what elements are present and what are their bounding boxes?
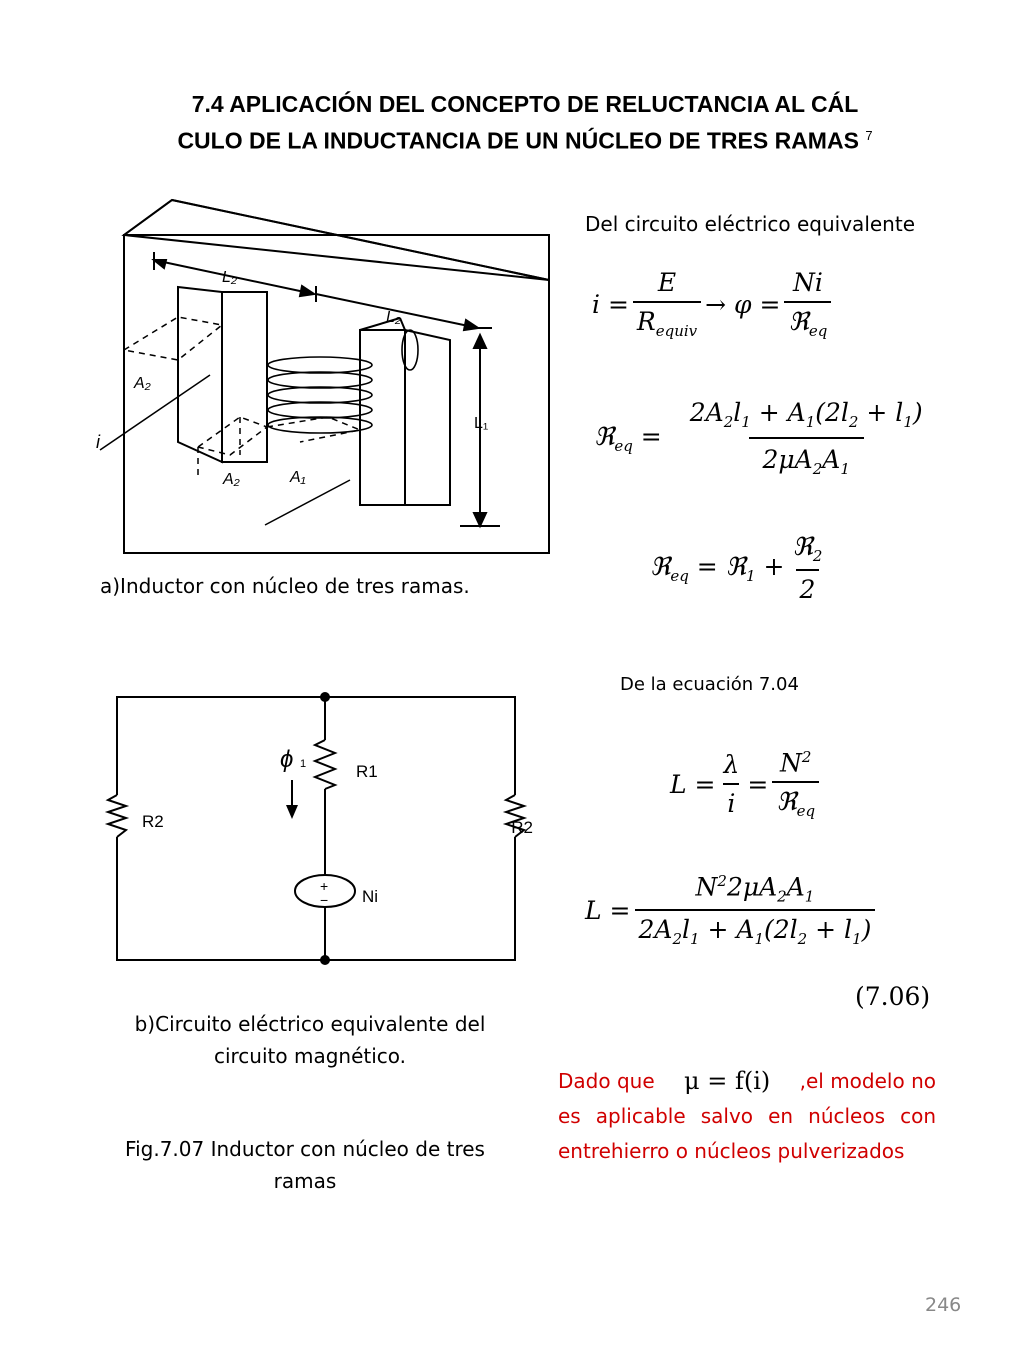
three-leg-core-figure — [80, 190, 560, 560]
note-paragraph — [558, 1064, 936, 1169]
page-title — [60, 88, 990, 157]
figure-caption-line2: ramas — [273, 1169, 337, 1193]
note-text-rest: es aplicable salvo en núcleos con entrehierro o núcleos pulverizados — [558, 1104, 936, 1163]
equation-reluctance-2: ℜ$_{eq}$ = ℜ$_1$ + $\frac{ℜ_2}{2}$ — [650, 532, 823, 604]
top-node — [320, 692, 330, 702]
intro-text: Del circuito eléctrico equivalente — [585, 212, 915, 236]
label-L2-right: L₂ — [386, 309, 401, 326]
bottom-wire — [117, 837, 515, 960]
label-R2-right: R2 — [511, 818, 533, 837]
label-minus: − — [320, 892, 329, 908]
label-R1: R1 — [356, 762, 378, 781]
bottom-node — [320, 955, 330, 965]
label-A2-bottom: A₂ — [223, 471, 240, 488]
label-L1: L₁ — [474, 415, 489, 432]
figure-caption — [90, 1133, 520, 1197]
figure-b-caption — [100, 1008, 520, 1072]
page-number: 246 — [925, 1294, 962, 1316]
figure-b-caption-line2: circuito magnético. — [213, 1044, 407, 1068]
resistor-R2-left — [108, 795, 126, 837]
title-line-2-text: CULO DE LA INDUCTANCIA DE UN NÚCLEO DE TRES RAMAS — [177, 127, 859, 154]
label-A1: A₁ — [290, 469, 306, 486]
core-front-face — [124, 235, 549, 553]
title-footnote: 7 — [865, 128, 873, 143]
resistor-R1 — [315, 740, 335, 789]
label-plus: + — [320, 878, 329, 894]
note-text-line1: ,el modelo no — [799, 1069, 936, 1093]
equation-reference: De la ecuación 7.04 — [620, 674, 799, 695]
title-line-1: 7.4 APLICACIÓN DEL CONCEPTO DE RELUCTANCIA AL CÁL — [191, 91, 859, 117]
equation-reluctance-1: ℜ$_{eq}$ = $\frac{2A_2l_1 + A_1(2l_2 + l_1)}{2\mu A_2A_1}$ — [594, 398, 923, 478]
equation-inductance-2: L = $\frac{N^22\mu A_2A_1}{2A_2l_1 + A_1(2l_2 + l_1)}$ — [585, 872, 879, 948]
note-prefix: Dado que — [558, 1069, 655, 1093]
equation-number: (7.06) — [855, 982, 931, 1011]
label-R2-left: R2 — [142, 812, 164, 831]
label-Ni: Ni — [362, 887, 379, 906]
equivalent-circuit-figure — [100, 685, 540, 970]
figure-b-caption-line1: b)Circuito eléctrico equivalente del — [134, 1012, 486, 1036]
note-formula: μ = f(i) — [684, 1067, 771, 1095]
equation-inductance-1: L = $\frac{\lambda}{i}$ = $\frac{N^2}{ℜ_{eq}}$ — [670, 748, 823, 820]
figure-caption-line1: Fig.7.07 Inductor con núcleo de tres — [125, 1137, 485, 1161]
label-A2-top: A₂ — [134, 375, 151, 392]
title-line-2 — [60, 120, 990, 157]
label-current-i: i — [96, 432, 100, 452]
label-L2-left: L₂ — [222, 269, 237, 286]
label-phi-sub: 1 — [300, 758, 307, 770]
figure-a-caption: a)Inductor con núcleo de tres ramas. — [100, 574, 470, 598]
equation-current: i = $\frac{E}{R_{equiv}}$ → φ = $\frac{Ni}{ℜ_{eq}}$ — [592, 268, 835, 340]
label-phi: ϕ — [280, 746, 294, 773]
